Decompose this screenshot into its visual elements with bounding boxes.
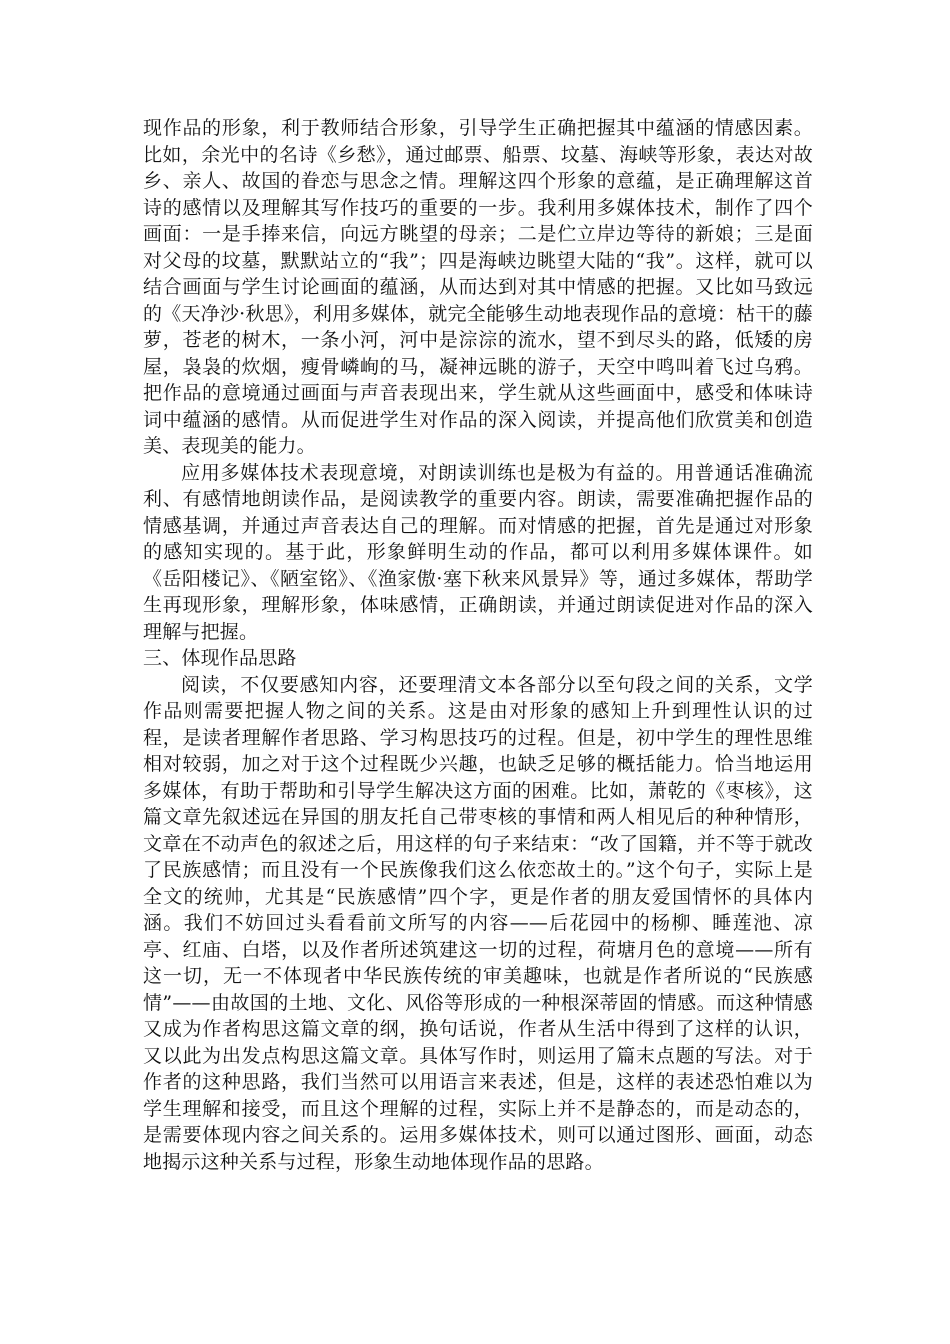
section-heading: 三、体现作品思路 bbox=[143, 647, 297, 669]
document-page bbox=[143, 115, 813, 1175]
paragraph-recitation: 应用多媒体技术表现意境，对朗读训练也是极为有益的。用普通话准确流利、有感情地朗读作品，是阅读教学的重要内容。朗读，需要准确把握作品的情感基调，并通过声音表达自己的理解。而对情感的把握，首先是通过对形象的感知实现的。基于此，形象鲜明生动的作品，都可以利用多媒体课件。如《岳阳楼记》、《陋室铭》、《渔家傲·塞下秋来风景异》等，通过多媒体，帮助学生再现形象，理解形象，体味感情，正确朗读，并通过朗读促进对作品的深入理解与把握。 bbox=[143, 461, 813, 643]
paragraph-structure: 阅读，不仅要感知内容，还要理清文本各部分以至句段之间的关系，文学作品则需要把握人物之间的关系。这是由对形象的感知上升到理性认识的过程，是读者理解作者思路、学习构思技巧的过程。但是，初中学生的理性思维相对较弱，加之对于这个过程既少兴趣，也缺乏足够的概括能力。恰当地运用多媒体，有助于帮助和引导学生解决这方面的困难。比如，萧乾的《枣核》，这篇文章先叙述远在异国的朋友托自己带枣核的事情和两人相见后的种种情形，文章在不动声色的叙述之后，用这样的句子来结束：“改了国籍，并不等于就改了民族感情；而且没有一个民族像我们这么依恋故土的。”这个句子，实际上是全文的统帅，尤其是“民族感情”四个字，更是作者的朋友爱国情怀的具体内涵。我们不妨回过头看看前文所写的内容——后花园中的杨柳、睡莲池、凉亭、红庙、白塔，以及作者所述筑建这一切的过程，荷塘月色的意境——所有这一切，无一不体现者中华民族传统的审美趣味，也就是作者所说的“民族感情”——由故国的土地、文化、风俗等形成的一种根深蒂固的情感。而这种情感又成为作者构思这篇文章的纲，换句话说，作者从生活中得到了这样的认识，又以此为出发点构思这篇文章。具体写作时，则运用了篇末点题的写法。对于作者的这种思路，我们当然可以用语言来表述，但是，这样的表述恐怕难以为学生理解和接受，而且这个理解的过程，实际上并不是静态的，而是动态的，是需要体现内容之间关系的。运用多媒体技术，则可以通过图形、画面，动态地揭示这种关系与过程，形象生动地体现作品的思路。 bbox=[143, 673, 813, 1173]
paragraph-continued: 现作品的形象，利于教师结合形象，引导学生正确把握其中蕴涵的情感因素。比如，余光中的名诗《乡愁》，通过邮票、船票、坟墓、海峡等形象，表达对故乡、亲人、故国的眷恋与思念之情。理解这四个形象的意蕴，是正确理解这首诗的感情以及理解其写作技巧的重要的一步。我利用多媒体技术，制作了四个画面：一是手捧来信，向远方眺望的母亲；二是伫立岸边等待的新娘；三是面对父母的坟墓，默默站立的“我”；四是海峡边眺望大陆的“我”。这样，就可以结合画面与学生讨论画面的蕴涵，从而达到对其中情感的把握。又比如马致远的《天净沙·秋思》，利用多媒体，就完全能够生动地表现作品的意境：枯干的藤萝，苍老的树木，一条小河，河中是淙淙的流水，望不到尽头的路，低矮的房屋，袅袅的炊烟，瘦骨嶙峋的马，凝神远眺的游子，天空中鸣叫着飞过乌鸦。把作品的意境通过画面与声音表现出来，学生就从这些画面中，感受和体味诗词中蕴涵的感情。从而促进学生对作品的深入阅读，并提高他们欣赏美和创造美、表现美的能力。 bbox=[143, 117, 813, 457]
